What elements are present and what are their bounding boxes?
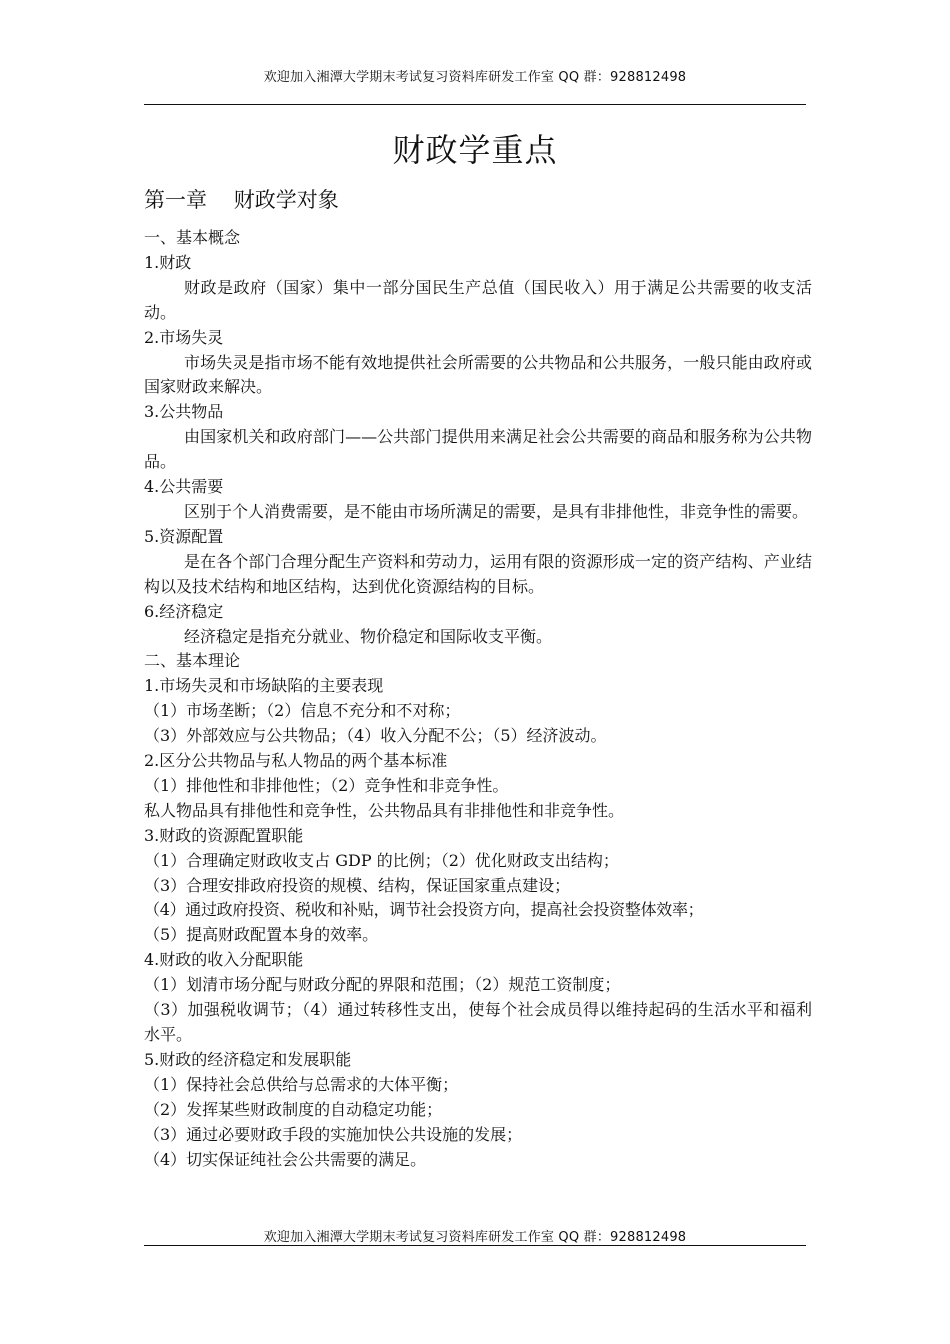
section-heading: 一、基本概念 xyxy=(144,228,241,247)
footer-rule xyxy=(144,1245,806,1246)
topic-heading: 4.财政的收入分配职能 xyxy=(144,950,304,970)
term-heading: 2.市场失灵 xyxy=(144,327,224,347)
term-heading: 1.财政 xyxy=(144,252,192,272)
list-item: （4）切实保证纯社会公共需要的满足。 xyxy=(144,1149,427,1169)
definition-paragraph: 由国家机关和政府部门——公共部门提供用来满足社会公共需要的商品和服务称为公共物品。 xyxy=(144,427,812,472)
chapter-heading: 第一章 财政学对象 xyxy=(144,188,339,212)
list-item: （3）外部效应与公共物品；（4）收入分配不公；（5）经济波动。 xyxy=(144,726,607,746)
section-heading: 二、基本理论 xyxy=(144,651,241,671)
list-item: （4）通过政府投资、税收和补贴，调节社会投资方向，提高社会投资整体效率； xyxy=(144,900,704,920)
topic-heading: 1.市场失灵和市场缺陷的主要表现 xyxy=(144,676,384,696)
term-heading: 4.公共需要 xyxy=(144,477,224,497)
list-item: （1）排他性和非排他性；（2）竞争性和非竞争性。 xyxy=(144,775,509,795)
list-item: （1）合理确定财政收支占 GDP 的比例；（2）优化财政支出结构； xyxy=(144,850,619,870)
list-item: （3）通过必要财政手段的实施加快公共设施的发展； xyxy=(144,1124,523,1144)
document-body xyxy=(144,226,812,1172)
list-item: （5）提高财政配置本身的效率。 xyxy=(144,925,379,945)
definition-paragraph: 市场失灵是指市场不能有效地提供社会所需要的公共物品和公共服务，一般只能由政府或国家财政来解决。 xyxy=(144,352,812,397)
definition-paragraph: 财政是政府（国家）集中一部分国民生产总值（国民收入）用于满足公共需要的收支活动。 xyxy=(144,277,812,322)
term-heading: 6.经济稳定 xyxy=(144,601,224,621)
topic-heading: 3.财政的资源配置职能 xyxy=(144,825,304,845)
footer-text: 欢迎加入湘潭大学期末考试复习资料库研发工作室 QQ 群：928812498 xyxy=(263,1230,687,1245)
term-heading: 5.资源配置 xyxy=(144,526,224,546)
topic-heading: 2.区分公共物品与私人物品的两个基本标准 xyxy=(144,751,448,771)
definition-paragraph: 是在各个部门合理分配生产资料和劳动力，运用有限的资源形成一定的资产结构、产业结构以及技术结构和地区结构，达到优化资源结构的目标。 xyxy=(144,551,812,596)
header-text: 欢迎加入湘潭大学期末考试复习资料库研发工作室 QQ 群：928812498 xyxy=(263,70,687,85)
list-item: （3）加强税收调节；（4）通过转移性支出，使每个社会成员得以维持起码的生活水平和福利水平。 xyxy=(144,1000,812,1044)
list-item: （1）划清市场分配与财政分配的界限和范围；（2）规范工资制度； xyxy=(144,975,621,995)
document-title: 财政学重点 xyxy=(392,131,558,169)
list-item: （2）发挥某些财政制度的自动稳定功能； xyxy=(144,1099,443,1119)
list-item: （1）市场垄断；（2）信息不充分和不对称； xyxy=(144,701,461,721)
topic-heading: 5.财政的经济稳定和发展职能 xyxy=(144,1049,352,1069)
definition-paragraph: 经济稳定是指充分就业、物价稳定和国际收支平衡。 xyxy=(184,626,553,646)
term-heading: 3.公共物品 xyxy=(144,402,224,422)
header-rule xyxy=(144,104,806,105)
list-item: （3）合理安排政府投资的规模、结构，保证国家重点建设； xyxy=(144,875,571,895)
list-item: （1）保持社会总供给与总需求的大体平衡； xyxy=(144,1074,459,1094)
definition-paragraph: 区别于个人消费需要，是不能由市场所满足的需要，是具有非排他性，非竞争性的需要。 xyxy=(184,501,809,521)
summary-line: 私人物品具有排他性和竞争性，公共物品具有非排他性和非竞争性。 xyxy=(144,800,625,820)
